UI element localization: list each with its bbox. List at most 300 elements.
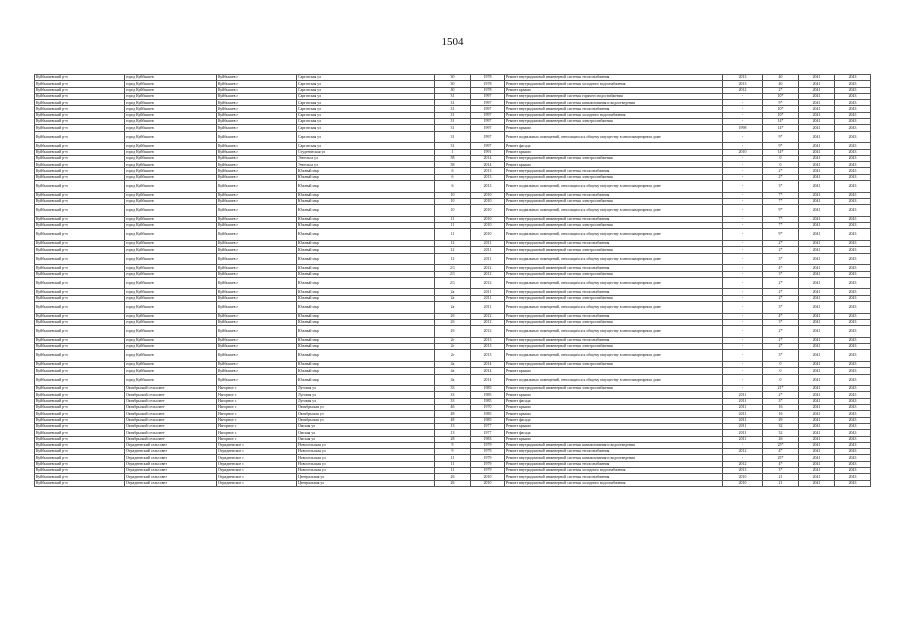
cell-plan-end: 2043 bbox=[835, 350, 871, 362]
cell-work-type: Ремонт внутридомовой инженерной системы теплоснабжения bbox=[505, 241, 723, 247]
cell-district: Куйбышевский р-н bbox=[35, 430, 125, 436]
cell-last-repair-year: - bbox=[723, 112, 763, 118]
cell-settlement: Куйбышев г bbox=[217, 301, 297, 313]
cell-plan-end: 2043 bbox=[835, 430, 871, 436]
cell-street: Южный мкр bbox=[297, 265, 435, 271]
table-row bbox=[35, 449, 871, 455]
cell-wear-percent: 32 bbox=[763, 423, 799, 429]
cell-wear-percent: 2* bbox=[763, 168, 799, 174]
cell-work-type: Ремонт подвальных помещений, относящихся к общему имуществу в многоквартирном доме bbox=[505, 181, 723, 193]
cell-house-number: 12 bbox=[435, 247, 471, 253]
cell-plan-end: 2043 bbox=[835, 265, 871, 271]
cell-street: Новосельская ул bbox=[297, 442, 435, 448]
cell-street: Новосельская ул bbox=[297, 461, 435, 467]
cell-build-year: 1997 bbox=[471, 143, 505, 149]
cell-last-repair-year: - bbox=[723, 265, 763, 271]
cell-last-repair-year: - bbox=[723, 229, 763, 241]
cell-last-repair-year: - bbox=[723, 106, 763, 112]
cell-plan-start: 2041 bbox=[799, 125, 835, 131]
cell-house-number: 11 bbox=[435, 216, 471, 222]
cell-plan-end: 2043 bbox=[835, 411, 871, 417]
cell-municipality: город Куйбышев bbox=[125, 168, 217, 174]
table-row bbox=[35, 430, 871, 436]
cell-wear-percent: 9* bbox=[763, 229, 799, 241]
cell-work-type: Ремонт внутридомовой инженерной системы электроснабжения bbox=[505, 198, 723, 204]
cell-build-year: 1997 bbox=[471, 112, 505, 118]
cell-street: Южный мкр bbox=[297, 295, 435, 301]
cell-street: Новосельская ул bbox=[297, 449, 435, 455]
cell-plan-start: 2041 bbox=[799, 265, 835, 271]
cell-last-repair-year: - bbox=[723, 326, 763, 338]
cell-house-number: 58 bbox=[435, 155, 471, 161]
table-row bbox=[35, 436, 871, 442]
cell-house-number: 11 bbox=[435, 461, 471, 467]
cell-street: Южный мкр bbox=[297, 326, 435, 338]
cell-wear-percent: 40 bbox=[763, 75, 799, 81]
cell-build-year: 2012 bbox=[471, 265, 505, 271]
cell-settlement: Куйбышев г bbox=[217, 87, 297, 93]
cell-work-type: Ремонт внутридомовой инженерной системы холодного водоснабжения bbox=[505, 81, 723, 87]
cell-build-year: 2010 bbox=[471, 216, 505, 222]
cell-work-type: Ремонт внутридомовой инженерной системы теплоснабжения bbox=[505, 216, 723, 222]
cell-plan-start: 2041 bbox=[799, 392, 835, 398]
cell-wear-percent: 9* bbox=[763, 143, 799, 149]
cell-street: Южный мкр bbox=[297, 247, 435, 253]
cell-plan-start: 2041 bbox=[799, 168, 835, 174]
cell-house-number: 13 bbox=[435, 423, 471, 429]
cell-work-type: Ремонт подвальных помещений, относящихся к общему имуществу в многоквартирном доме bbox=[505, 277, 723, 289]
cell-work-type: Ремонт подвальных помещений, относящихся к общему имуществу в многоквартирном доме bbox=[505, 131, 723, 143]
cell-plan-end: 2043 bbox=[835, 277, 871, 289]
cell-house-number: 9 bbox=[435, 442, 471, 448]
cell-plan-start: 2041 bbox=[799, 398, 835, 404]
cell-settlement: Куйбышев г bbox=[217, 368, 297, 374]
cell-municipality: город Куйбышев bbox=[125, 75, 217, 81]
cell-house-number: 9 bbox=[435, 449, 471, 455]
cell-municipality: город Куйбышев bbox=[125, 265, 217, 271]
cell-street: Саргатская ул bbox=[297, 131, 435, 143]
cell-last-repair-year: - bbox=[723, 155, 763, 161]
table-row bbox=[35, 301, 871, 313]
cell-build-year: 2013 bbox=[471, 168, 505, 174]
cell-settlement: Куйбышев г bbox=[217, 271, 297, 277]
cell-work-type: Ремонт внутридомовой инженерной системы электроснабжения bbox=[505, 155, 723, 161]
cell-municipality: город Куйбышев bbox=[125, 241, 217, 247]
cell-house-number: 31 bbox=[435, 100, 471, 106]
cell-last-repair-year: 2010 bbox=[723, 149, 763, 155]
cell-build-year: 1997 bbox=[471, 125, 505, 131]
cell-plan-start: 2041 bbox=[799, 198, 835, 204]
cell-house-number: 2б bbox=[435, 326, 471, 338]
cell-build-year: 2012 bbox=[471, 277, 505, 289]
cell-house-number: 6 bbox=[435, 168, 471, 174]
cell-build-year: 2011 bbox=[471, 247, 505, 253]
cell-plan-start: 2041 bbox=[799, 155, 835, 161]
cell-settlement: Куйбышев г bbox=[217, 143, 297, 149]
repair-schedule-table bbox=[34, 74, 871, 487]
cell-house-number: 33 bbox=[435, 392, 471, 398]
cell-plan-start: 2041 bbox=[799, 295, 835, 301]
cell-plan-start: 2041 bbox=[799, 449, 835, 455]
cell-build-year: 2010 bbox=[471, 205, 505, 217]
cell-wear-percent: 3* bbox=[763, 271, 799, 277]
table-row bbox=[35, 326, 871, 338]
cell-build-year: 1991 bbox=[471, 149, 505, 155]
cell-district: Куйбышевский р-н bbox=[35, 442, 125, 448]
cell-district: Куйбышевский р-н bbox=[35, 436, 125, 442]
cell-house-number: 6 bbox=[435, 174, 471, 180]
cell-municipality: город Куйбышев bbox=[125, 143, 217, 149]
cell-street: Южный мкр bbox=[297, 205, 435, 217]
cell-build-year: 1997 bbox=[471, 93, 505, 99]
cell-build-year: 1985 bbox=[471, 386, 505, 392]
cell-plan-start: 2041 bbox=[799, 319, 835, 325]
cell-municipality: город Куйбышев bbox=[125, 174, 217, 180]
cell-last-repair-year: 2011 bbox=[723, 423, 763, 429]
cell-settlement: Куйбышев г bbox=[217, 192, 297, 198]
cell-last-repair-year: 2012 bbox=[723, 449, 763, 455]
cell-district: Куйбышевский р-н bbox=[35, 162, 125, 168]
cell-last-repair-year: 2013 bbox=[723, 468, 763, 474]
cell-house-number: 4а bbox=[435, 361, 471, 367]
table-body bbox=[35, 75, 871, 487]
cell-work-type: Ремонт внутридомовой инженерной системы электроснабжения bbox=[505, 247, 723, 253]
cell-plan-end: 2043 bbox=[835, 112, 871, 118]
cell-settlement: Нагорное с bbox=[217, 417, 297, 423]
cell-last-repair-year: - bbox=[723, 100, 763, 106]
cell-district: Куйбышевский р-н bbox=[35, 271, 125, 277]
cell-district: Куйбышевский р-н bbox=[35, 277, 125, 289]
cell-municipality: Октябрьский сельсовет bbox=[125, 398, 217, 404]
cell-plan-start: 2041 bbox=[799, 81, 835, 87]
cell-build-year: 1979 bbox=[471, 449, 505, 455]
cell-build-year: 1978 bbox=[471, 75, 505, 81]
cell-work-type: Ремонт внутридомовой инженерной системы канализования и водоотведения bbox=[505, 100, 723, 106]
cell-street: Энгельса ул bbox=[297, 162, 435, 168]
cell-settlement: Куйбышев г bbox=[217, 344, 297, 350]
cell-settlement: Куйбышев г bbox=[217, 253, 297, 265]
cell-house-number: 11 bbox=[435, 455, 471, 461]
cell-plan-end: 2043 bbox=[835, 461, 871, 467]
cell-wear-percent: 21* bbox=[763, 386, 799, 392]
cell-settlement: Отрадненское с bbox=[217, 455, 297, 461]
cell-work-type: Ремонт подвальных помещений, относящихся к общему имуществу в многоквартирном доме bbox=[505, 350, 723, 362]
cell-municipality: город Куйбышев bbox=[125, 289, 217, 295]
cell-wear-percent: 14* bbox=[763, 125, 799, 131]
cell-plan-start: 2041 bbox=[799, 149, 835, 155]
cell-build-year: 1978 bbox=[471, 87, 505, 93]
cell-district: Куйбышевский р-н bbox=[35, 480, 125, 486]
cell-municipality: город Куйбышев bbox=[125, 149, 217, 155]
cell-last-repair-year: - bbox=[723, 455, 763, 461]
cell-build-year: 2010 bbox=[471, 223, 505, 229]
cell-build-year: 1977 bbox=[471, 423, 505, 429]
cell-district: Куйбышевский р-н bbox=[35, 205, 125, 217]
cell-street: Южный мкр bbox=[297, 181, 435, 193]
cell-settlement: Куйбышев г bbox=[217, 241, 297, 247]
cell-settlement: Куйбышев г bbox=[217, 100, 297, 106]
cell-last-repair-year: - bbox=[723, 350, 763, 362]
cell-work-type: Ремонт внутридомовой инженерной системы холодного водоснабжения bbox=[505, 112, 723, 118]
cell-plan-end: 2043 bbox=[835, 155, 871, 161]
cell-plan-start: 2041 bbox=[799, 253, 835, 265]
cell-plan-start: 2041 bbox=[799, 430, 835, 436]
cell-plan-end: 2043 bbox=[835, 374, 871, 386]
cell-plan-start: 2041 bbox=[799, 100, 835, 106]
cell-wear-percent: 2* bbox=[763, 87, 799, 93]
cell-settlement: Нагорное с bbox=[217, 411, 297, 417]
cell-street: Южный мкр bbox=[297, 216, 435, 222]
cell-last-repair-year: - bbox=[723, 223, 763, 229]
cell-last-repair-year: 2011 bbox=[723, 398, 763, 404]
cell-plan-end: 2043 bbox=[835, 229, 871, 241]
cell-house-number: 2г bbox=[435, 337, 471, 343]
cell-wear-percent: 25* bbox=[763, 455, 799, 461]
table-row bbox=[35, 411, 871, 417]
cell-house-number: 2а bbox=[435, 289, 471, 295]
cell-wear-percent: 0 bbox=[763, 374, 799, 386]
cell-district: Куйбышевский р-н bbox=[35, 423, 125, 429]
cell-house-number: 10 bbox=[435, 198, 471, 204]
cell-plan-end: 2043 bbox=[835, 168, 871, 174]
cell-street: Луговая ул bbox=[297, 398, 435, 404]
cell-plan-end: 2043 bbox=[835, 301, 871, 313]
cell-house-number: 48 bbox=[435, 411, 471, 417]
cell-work-type: Ремонт внутридомовой инженерной системы теплоснабжения bbox=[505, 106, 723, 112]
cell-plan-end: 2043 bbox=[835, 75, 871, 81]
cell-district: Куйбышевский р-н bbox=[35, 289, 125, 295]
cell-municipality: город Куйбышев bbox=[125, 125, 217, 131]
cell-municipality: город Куйбышев bbox=[125, 229, 217, 241]
cell-house-number: 30 bbox=[435, 75, 471, 81]
cell-plan-start: 2041 bbox=[799, 344, 835, 350]
cell-build-year: 2013 bbox=[471, 350, 505, 362]
cell-settlement: Куйбышев г bbox=[217, 162, 297, 168]
cell-municipality: город Куйбышев bbox=[125, 223, 217, 229]
cell-wear-percent: 2* bbox=[763, 326, 799, 338]
cell-district: Куйбышевский р-н bbox=[35, 295, 125, 301]
cell-wear-percent: 9* bbox=[763, 100, 799, 106]
cell-street: Саргатская ул bbox=[297, 100, 435, 106]
cell-build-year: 1978 bbox=[471, 81, 505, 87]
table-row bbox=[35, 423, 871, 429]
cell-plan-start: 2041 bbox=[799, 277, 835, 289]
table-row bbox=[35, 181, 871, 193]
cell-work-type: Ремонт внутридомовой инженерной системы теплоснабжения bbox=[505, 337, 723, 343]
cell-municipality: город Куйбышев bbox=[125, 247, 217, 253]
cell-settlement: Куйбышев г bbox=[217, 313, 297, 319]
cell-last-repair-year: 2010 bbox=[723, 480, 763, 486]
cell-work-type: Ремонт внутридомовой инженерной системы холодного водоснабжения bbox=[505, 468, 723, 474]
cell-municipality: Отрадненский сельсовет bbox=[125, 449, 217, 455]
cell-build-year: 1983 bbox=[471, 436, 505, 442]
cell-municipality: Октябрьский сельсовет bbox=[125, 392, 217, 398]
cell-last-repair-year: - bbox=[723, 216, 763, 222]
cell-street: Энгельса ул bbox=[297, 155, 435, 161]
cell-wear-percent: 2* bbox=[763, 247, 799, 253]
cell-settlement: Куйбышев г bbox=[217, 119, 297, 125]
cell-build-year: 2014 bbox=[471, 361, 505, 367]
cell-work-type: Ремонт подвальных помещений, относящихся к общему имуществу в многоквартирном доме bbox=[505, 205, 723, 217]
cell-work-type: Ремонт подвальных помещений, относящихся к общему имуществу в многоквартирном доме bbox=[505, 253, 723, 265]
cell-plan-start: 2041 bbox=[799, 442, 835, 448]
cell-plan-end: 2043 bbox=[835, 436, 871, 442]
cell-build-year: 2010 bbox=[471, 192, 505, 198]
cell-last-repair-year: - bbox=[723, 313, 763, 319]
cell-plan-end: 2043 bbox=[835, 253, 871, 265]
cell-street: Южный мкр bbox=[297, 313, 435, 319]
cell-build-year: 1997 bbox=[471, 106, 505, 112]
cell-district: Куйбышевский р-н bbox=[35, 143, 125, 149]
cell-wear-percent: 16 bbox=[763, 411, 799, 417]
cell-last-repair-year: - bbox=[723, 93, 763, 99]
cell-municipality: город Куйбышев bbox=[125, 361, 217, 367]
cell-work-type: Ремонт внутридомовой инженерной системы холодного водоснабжения bbox=[505, 480, 723, 486]
cell-last-repair-year: - bbox=[723, 174, 763, 180]
cell-work-type: Ремонт фасада bbox=[505, 417, 723, 423]
cell-district: Куйбышевский р-н bbox=[35, 100, 125, 106]
cell-district: Куйбышевский р-н bbox=[35, 265, 125, 271]
cell-street: Южный мкр bbox=[297, 229, 435, 241]
cell-build-year: 2012 bbox=[471, 271, 505, 277]
cell-street: Южный мкр bbox=[297, 289, 435, 295]
cell-build-year: 2013 bbox=[471, 181, 505, 193]
cell-street: Студенческая ул bbox=[297, 149, 435, 155]
cell-work-type: Ремонт внутридомовой инженерной системы электроснабжения bbox=[505, 271, 723, 277]
cell-district: Куйбышевский р-н bbox=[35, 192, 125, 198]
cell-build-year: 1979 bbox=[471, 468, 505, 474]
cell-municipality: город Куйбышев bbox=[125, 313, 217, 319]
cell-street: Октябрьская ул bbox=[297, 405, 435, 411]
cell-district: Куйбышевский р-н bbox=[35, 112, 125, 118]
cell-house-number: 11 bbox=[435, 223, 471, 229]
cell-plan-end: 2043 bbox=[835, 181, 871, 193]
cell-wear-percent: 7* bbox=[763, 216, 799, 222]
cell-build-year: 1977 bbox=[471, 430, 505, 436]
cell-build-year: 2010 bbox=[471, 480, 505, 486]
cell-house-number: 2/1 bbox=[435, 277, 471, 289]
cell-plan-end: 2043 bbox=[835, 100, 871, 106]
cell-plan-end: 2043 bbox=[835, 247, 871, 253]
cell-wear-percent: 7* bbox=[763, 198, 799, 204]
table-row bbox=[35, 350, 871, 362]
cell-plan-end: 2043 bbox=[835, 174, 871, 180]
cell-last-repair-year: 2012 bbox=[723, 87, 763, 93]
table-row bbox=[35, 480, 871, 486]
cell-plan-end: 2043 bbox=[835, 361, 871, 367]
cell-last-repair-year: 2011 bbox=[723, 411, 763, 417]
cell-municipality: город Куйбышев bbox=[125, 337, 217, 343]
cell-work-type: Ремонт фасада bbox=[505, 430, 723, 436]
cell-work-type: Ремонт внутридомовой инженерной системы электроснабжения bbox=[505, 295, 723, 301]
cell-wear-percent: 7* bbox=[763, 192, 799, 198]
cell-district: Куйбышевский р-н bbox=[35, 392, 125, 398]
cell-plan-start: 2041 bbox=[799, 301, 835, 313]
cell-plan-start: 2041 bbox=[799, 223, 835, 229]
cell-municipality: город Куйбышев bbox=[125, 155, 217, 161]
cell-build-year: 2013 bbox=[471, 174, 505, 180]
cell-build-year: 2010 bbox=[471, 474, 505, 480]
cell-work-type: Ремонт крыши bbox=[505, 392, 723, 398]
cell-plan-start: 2041 bbox=[799, 131, 835, 143]
cell-last-repair-year: 2013 bbox=[723, 75, 763, 81]
cell-wear-percent: 10* bbox=[763, 112, 799, 118]
cell-settlement: Куйбышев г bbox=[217, 205, 297, 217]
cell-house-number: 46 bbox=[435, 405, 471, 411]
cell-house-number: 2б bbox=[435, 313, 471, 319]
cell-municipality: Отрадненский сельсовет bbox=[125, 480, 217, 486]
cell-district: Куйбышевский р-н bbox=[35, 223, 125, 229]
cell-plan-start: 2041 bbox=[799, 174, 835, 180]
cell-wear-percent: 29 bbox=[763, 417, 799, 423]
cell-plan-start: 2041 bbox=[799, 241, 835, 247]
cell-plan-start: 2041 bbox=[799, 93, 835, 99]
cell-house-number: 2/1 bbox=[435, 265, 471, 271]
cell-district: Куйбышевский р-н bbox=[35, 125, 125, 131]
cell-plan-start: 2041 bbox=[799, 75, 835, 81]
cell-plan-start: 2041 bbox=[799, 455, 835, 461]
cell-plan-end: 2043 bbox=[835, 93, 871, 99]
cell-last-repair-year: 2011 bbox=[723, 436, 763, 442]
cell-work-type: Ремонт внутридомовой инженерной системы электроснабжения bbox=[505, 344, 723, 350]
cell-settlement: Куйбышев г bbox=[217, 93, 297, 99]
cell-build-year: 2011 bbox=[471, 241, 505, 247]
cell-build-year: 1997 bbox=[471, 131, 505, 143]
cell-work-type: Ремонт подвальных помещений, относящихся к общему имуществу в многоквартирном доме bbox=[505, 374, 723, 386]
cell-last-repair-year: - bbox=[723, 192, 763, 198]
cell-district: Куйбышевский р-н bbox=[35, 344, 125, 350]
cell-street: Саргатская ул bbox=[297, 81, 435, 87]
table-row bbox=[35, 374, 871, 386]
cell-house-number: 13 bbox=[435, 430, 471, 436]
cell-municipality: город Куйбышев bbox=[125, 205, 217, 217]
cell-build-year: 2011 bbox=[471, 253, 505, 265]
cell-district: Куйбышевский р-н bbox=[35, 411, 125, 417]
cell-last-repair-year: - bbox=[723, 368, 763, 374]
cell-last-repair-year: - bbox=[723, 301, 763, 313]
cell-wear-percent: 2* bbox=[763, 289, 799, 295]
cell-plan-end: 2043 bbox=[835, 449, 871, 455]
cell-settlement: Куйбышев г bbox=[217, 168, 297, 174]
cell-district: Куйбышевский р-н bbox=[35, 181, 125, 193]
cell-wear-percent: 3* bbox=[763, 350, 799, 362]
cell-district: Куйбышевский р-н bbox=[35, 106, 125, 112]
cell-settlement: Нагорное с bbox=[217, 423, 297, 429]
table-row bbox=[35, 474, 871, 480]
cell-build-year: 2011 bbox=[471, 295, 505, 301]
cell-work-type: Ремонт внутридомовой инженерной системы теплоснабжения bbox=[505, 192, 723, 198]
cell-municipality: город Куйбышев bbox=[125, 119, 217, 125]
cell-plan-end: 2043 bbox=[835, 87, 871, 93]
cell-wear-percent: 3* bbox=[763, 181, 799, 193]
cell-street: Южный мкр bbox=[297, 301, 435, 313]
cell-build-year: 1985 bbox=[471, 392, 505, 398]
cell-plan-end: 2043 bbox=[835, 81, 871, 87]
table-row bbox=[35, 398, 871, 404]
cell-last-repair-year: 2011 bbox=[723, 430, 763, 436]
cell-plan-start: 2041 bbox=[799, 326, 835, 338]
cell-plan-end: 2043 bbox=[835, 131, 871, 143]
table-row bbox=[35, 461, 871, 467]
cell-district: Куйбышевский р-н bbox=[35, 155, 125, 161]
cell-district: Куйбышевский р-н bbox=[35, 361, 125, 367]
cell-municipality: Отрадненский сельсовет bbox=[125, 455, 217, 461]
cell-wear-percent: 2* bbox=[763, 392, 799, 398]
cell-wear-percent: 2* bbox=[763, 295, 799, 301]
cell-house-number: 2а bbox=[435, 295, 471, 301]
cell-work-type: Ремонт внутридомовой инженерной системы теплоснабжения bbox=[505, 313, 723, 319]
cell-plan-start: 2041 bbox=[799, 192, 835, 198]
